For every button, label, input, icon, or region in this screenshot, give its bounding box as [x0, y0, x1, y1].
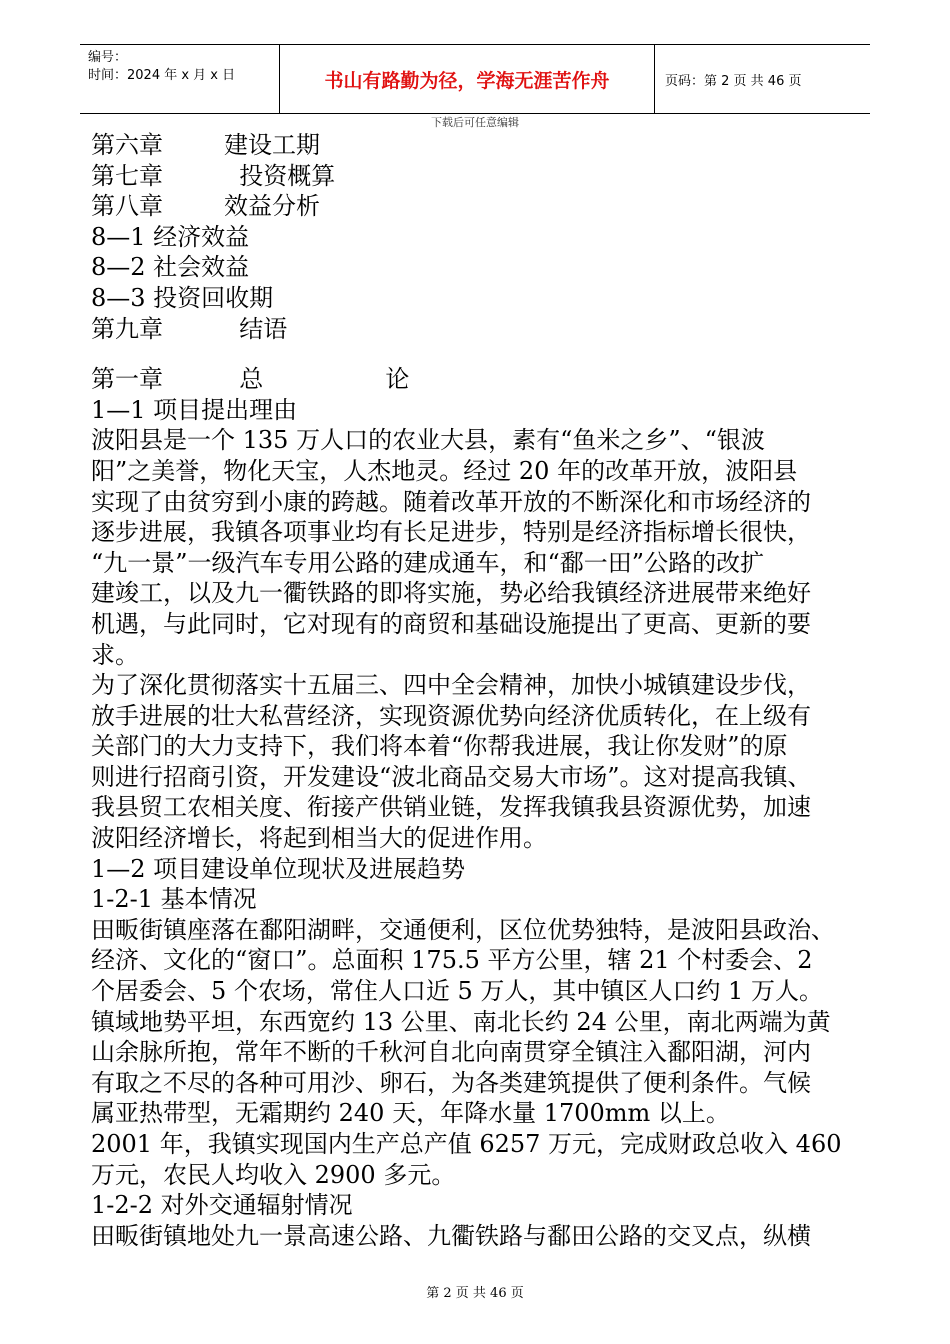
time-label: 时间：2024 年 x 月 x 日 [88, 68, 236, 83]
body-line: 则进行招商引资，开发建设“波北商品交易大市场”。这对提高我镇、 [91, 762, 812, 791]
body-line: 田畈街镇地处九一景高速公路、九衢铁路与鄱田公路的交叉点，纵横 [91, 1221, 811, 1250]
toc-line: 第六章 建设工期 [91, 131, 321, 159]
body-line: 经济、文化的“窗口”。总面积 175.5 平方公里，辖 21 个村委会、2 [91, 946, 813, 975]
page-footer: 第 2 页 共 46 页 [426, 1286, 524, 1301]
header-motto: 书山有路勤为径，学海无涯苦作舟 [280, 45, 655, 113]
section-gap [91, 344, 871, 364]
subsection-heading: 1-2-2 对外交通辐射情况 [91, 1191, 353, 1220]
body-line: 建竣工，以及九一衢铁路的即将实施，势必给我镇经济进展带来绝好 [91, 579, 811, 608]
number-label: 编号： [88, 50, 128, 65]
body-line: 2001 年，我镇实现国内生产总产值 6257 万元，完成财政总收入 460 [91, 1130, 842, 1158]
body-line: 属亚热带型，无霜期约 240 天，年降水量 1700mm 以上。 [91, 1099, 730, 1128]
body-line: 阳”之美誉，物化天宝，人杰地灵。经过 20 年的改革开放，波阳县 [91, 456, 798, 485]
body-line: 万元，农民人均收入 2900 多元。 [91, 1160, 456, 1189]
body-line: 田畈街镇座落在鄱阳湖畔，交通便利，区位优势独特，是波阳县政治、 [91, 915, 835, 944]
toc-line: 8—2 社会效益 [91, 253, 250, 282]
subsection-heading: 1-2-1 基本情况 [91, 885, 257, 914]
body-line: 波阳县是一个 135 万人口的农业大县，素有“鱼米之乡”、“银波 [91, 426, 765, 455]
body-line: “九一景”一级汽车专用公路的建成通车，和“鄱一田”公路的改扩 [91, 548, 765, 577]
section-heading: 1—1 项目提出理由 [91, 395, 298, 424]
page-header [80, 44, 870, 114]
body-line: 个居委会、5 个农场，常住人口近 5 万人，其中镇区人口约 1 万人。 [91, 977, 823, 1006]
body-line: 机遇，与此同时，它对现有的商贸和基础设施提出了更高、更新的要 [91, 609, 811, 638]
toc-line: 第九章 结语 [91, 314, 288, 343]
toc-line: 8—3 投资回收期 [91, 283, 274, 312]
toc-line: 8—1 经济效益 [91, 222, 250, 251]
body-line: 逐步进展，我镇各项事业均有长足进步，特别是经济指标增长很快， [91, 518, 811, 547]
body-line: 实现了由贫穷到小康的跨越。随着改革开放的不断深化和市场经济的 [91, 487, 811, 516]
section-heading: 1—2 项目建设单位现状及进展趋势 [91, 854, 466, 883]
body-line: 为了深化贯彻落实十五届三、四中全会精神，加快小城镇建设步伐， [91, 671, 811, 700]
header-page-info: 页码：第 2 页 共 46 页 [665, 73, 802, 89]
body-line: 有取之不尽的各种可用沙、卵石，为各类建筑提供了便利条件。气候 [91, 1068, 811, 1097]
toc-line: 第七章 投资概算 [91, 161, 336, 190]
header-meta [80, 45, 280, 113]
toc-line: 第八章 效益分析 [91, 192, 321, 221]
body-line: 我县贸工农相关度、衔接产供销业链，发挥我镇我县资源优势，加速 [91, 793, 811, 822]
body-line: 求。 [91, 640, 139, 669]
body-line: 关部门的大力支持下，我们将本着“你帮我进展，我让你发财”的原 [91, 732, 788, 761]
chapter-heading: 第一章 总 论 [91, 365, 410, 394]
document-body [91, 130, 871, 1251]
body-line: 放手进展的壮大私营经济，实现资源优势向经济优质转化，在上级有 [91, 701, 811, 730]
body-line: 波阳经济增长，将起到相当大的促进作用。 [91, 824, 547, 853]
body-line: 镇域地势平坦，东西宽约 13 公里、南北长约 24 公里，南北两端为黄 [91, 1007, 831, 1036]
download-note: 下载后可任意编辑 [431, 116, 519, 129]
body-line: 山余脉所抱，常年不断的千秋河自北向南贯穿全镇注入鄱阳湖，河内 [91, 1038, 811, 1067]
